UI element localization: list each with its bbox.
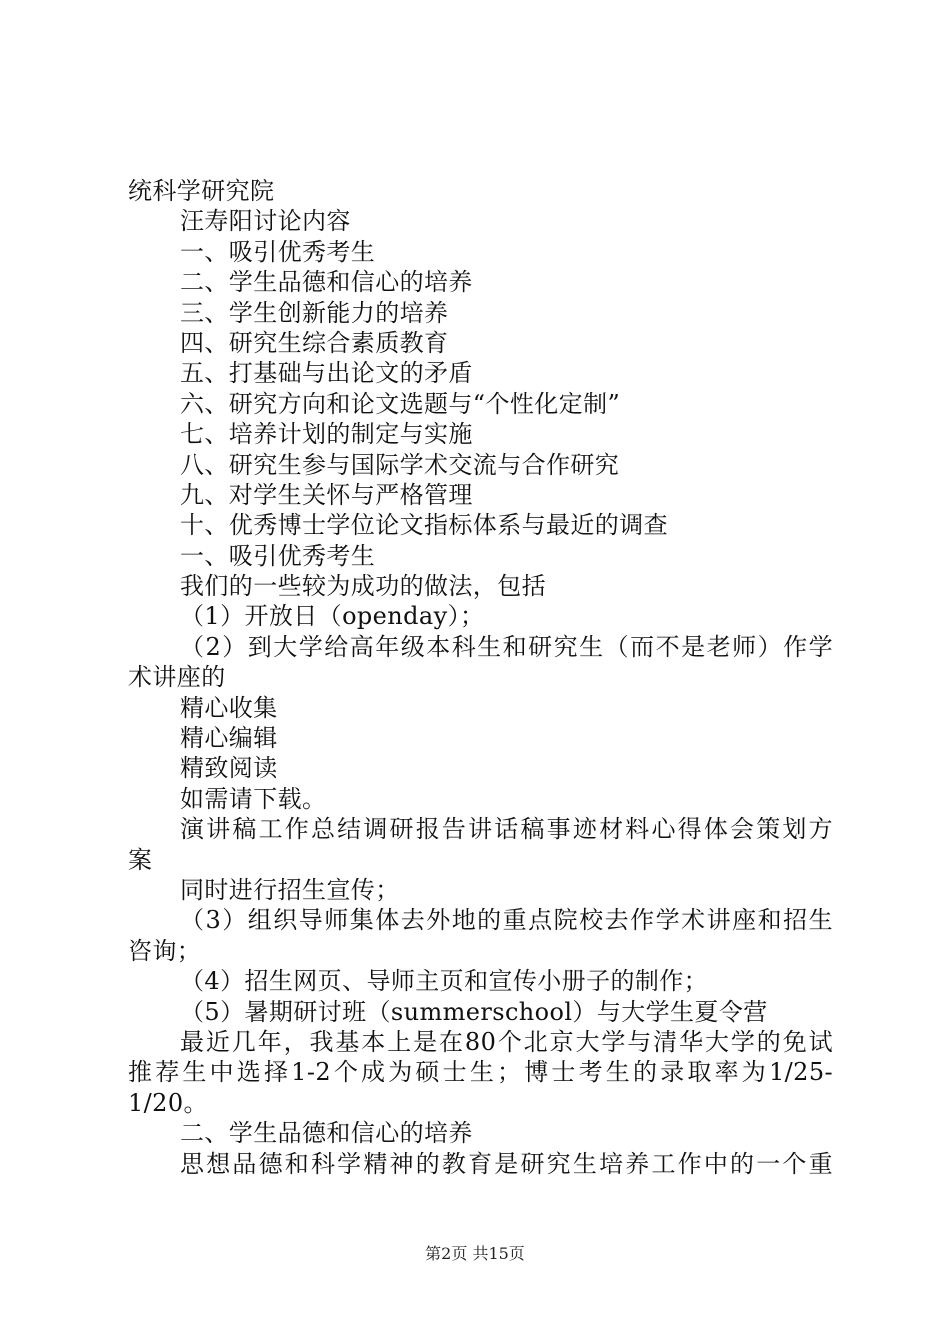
text-line: （2）到大学给高年级本科生和研究生（而不是老师）作学 bbox=[180, 632, 833, 661]
text-line: 九、对学生关怀与严格管理 bbox=[180, 480, 473, 509]
text-line: 五、打基础与出论文的矛盾 bbox=[180, 359, 473, 388]
text-line: 演讲稿工作总结调研报告讲话稿事迹材料心得体会策划方 bbox=[180, 815, 833, 844]
text-line: 精心编辑 bbox=[180, 724, 278, 753]
text-line: 术讲座的 bbox=[128, 663, 226, 692]
text-line: 四、研究生综合素质教育 bbox=[180, 328, 449, 357]
text-line: （5）暑期研讨班（summerschool）与大学生夏令营 bbox=[180, 997, 768, 1026]
text-line: 十、优秀博士学位论文指标体系与最近的调查 bbox=[180, 511, 668, 540]
page-footer: 第2页 共15页 bbox=[425, 1244, 525, 1263]
text-line: 我们的一些较为成功的做法，包括 bbox=[180, 572, 546, 601]
text-line: 七、培养计划的制定与实施 bbox=[180, 420, 473, 449]
text-line: 思想品德和科学精神的教育是研究生培养工作中的一个重 bbox=[180, 1149, 833, 1178]
text-line: 一、吸引优秀考生 bbox=[180, 237, 376, 266]
text-line: 精心收集 bbox=[180, 693, 278, 722]
text-line: 最近几年，我基本上是在80个北京大学与清华大学的免试 bbox=[180, 1027, 833, 1056]
text-line: 六、研究方向和论文选题与“个性化定制” bbox=[180, 389, 621, 418]
text-line: （3）组织导师集体去外地的重点院校去作学术讲座和招生 bbox=[180, 906, 833, 935]
text-line: 案 bbox=[128, 845, 153, 874]
text-line: 精致阅读 bbox=[180, 754, 278, 783]
text-line: 咨询； bbox=[128, 936, 202, 965]
text-line: 同时进行招生宣传； bbox=[180, 875, 400, 904]
text-line: 如需请下载。 bbox=[180, 784, 327, 813]
text-line: 1/20。 bbox=[128, 1088, 208, 1117]
text-line: 统科学研究院 bbox=[128, 177, 275, 205]
text-line: （4）招生网页、导师主页和宣传小册子的制作； bbox=[180, 967, 709, 996]
text-line: 二、学生品德和信心的培养 bbox=[180, 1119, 473, 1148]
text-line: 二、学生品德和信心的培养 bbox=[180, 268, 473, 297]
text-line: 推荐生中选择1-2个成为硕士生；博士考生的录取率为1/25- bbox=[128, 1058, 833, 1087]
text-line: 汪寿阳讨论内容 bbox=[180, 207, 351, 236]
document-body bbox=[128, 176, 833, 1179]
text-line: 一、吸引优秀考生 bbox=[180, 541, 376, 570]
text-line: 三、学生创新能力的培养 bbox=[180, 298, 449, 327]
text-line: 八、研究生参与国际学术交流与合作研究 bbox=[180, 450, 620, 479]
text-line: （1）开放日（openday）； bbox=[180, 602, 485, 631]
